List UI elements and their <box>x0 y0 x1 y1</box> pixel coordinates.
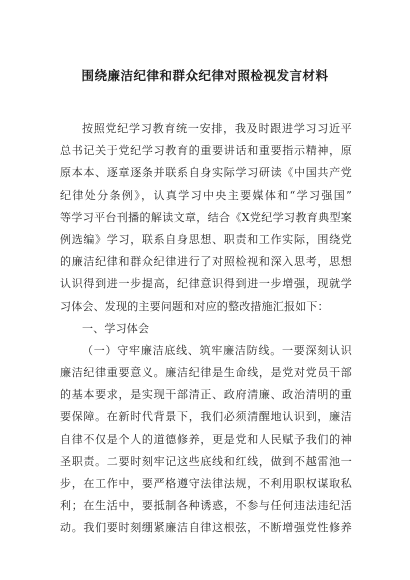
paragraph-line: 纪律处分条例》，认真学习中央主要媒体和“学习强国” <box>60 188 352 202</box>
paragraph-line: 例选编》学习，联系自身思想、职责和工作实际，围绕党 <box>60 232 352 246</box>
paragraph-line: 总书记关于党纪学习教育的重要讲话和重要指示精神，原 <box>60 144 352 158</box>
section-heading: 一、学习体会 <box>82 321 150 335</box>
paragraph-line: 习体会、发现的主要问题和对应的整改措施汇报如下： <box>60 299 329 313</box>
paragraph-line: 的廉洁纪律和群众纪律进行了对照检视和深入思考，思想 <box>60 255 352 269</box>
paragraph-line: 动。我们要时刻绷紧廉洁自律这根弦，不断增强党性修养 <box>60 521 352 535</box>
paragraph-line: 步，在工作中，要严格遵守法律法规，不利用职权谋取私 <box>60 477 352 490</box>
document-body <box>60 118 352 540</box>
paragraph-line: 利；在生活中，要抵制各种诱惑，不参与任何违法违纪活 <box>60 499 352 513</box>
document-title: 围绕廉洁纪律和群众纪律对照检视发言材料 <box>81 68 329 83</box>
paragraph-line: 的基本要求，是实现干部清正、政府清廉、政治清明的重 <box>60 388 352 402</box>
paragraph-line: 认识得到进一步提高，纪律意识得到进一步增强，现就学 <box>60 277 352 291</box>
paragraph-line: 原本本、逐章逐条并联系自身实际学习研读《中国共产党 <box>60 166 352 180</box>
paragraph-line: （一）守牢廉洁底线、筑牢廉洁防线。一要深刻认识 <box>82 343 352 357</box>
paragraph-line: 等学习平台刊播的解读文章，结合《X党纪学习教育典型案 <box>60 210 352 224</box>
paragraph-line: 要保障。在新时代背景下，我们必须清醒地认识到，廉洁 <box>60 410 352 424</box>
paragraph-line: 按照党纪学习教育统一安排，我及时跟进学习习近平 <box>82 122 352 135</box>
paragraph-line: 廉洁纪律重要意义。廉洁纪律是生命线，是党对党员干部 <box>60 366 352 380</box>
paragraph-line: 圣职责。二要时刻牢记这些底线和红线，做到不越雷池一 <box>60 454 352 468</box>
paragraph-line: 自律不仅是个人的道德修养，更是党和人民赋予我们的神 <box>60 432 352 446</box>
